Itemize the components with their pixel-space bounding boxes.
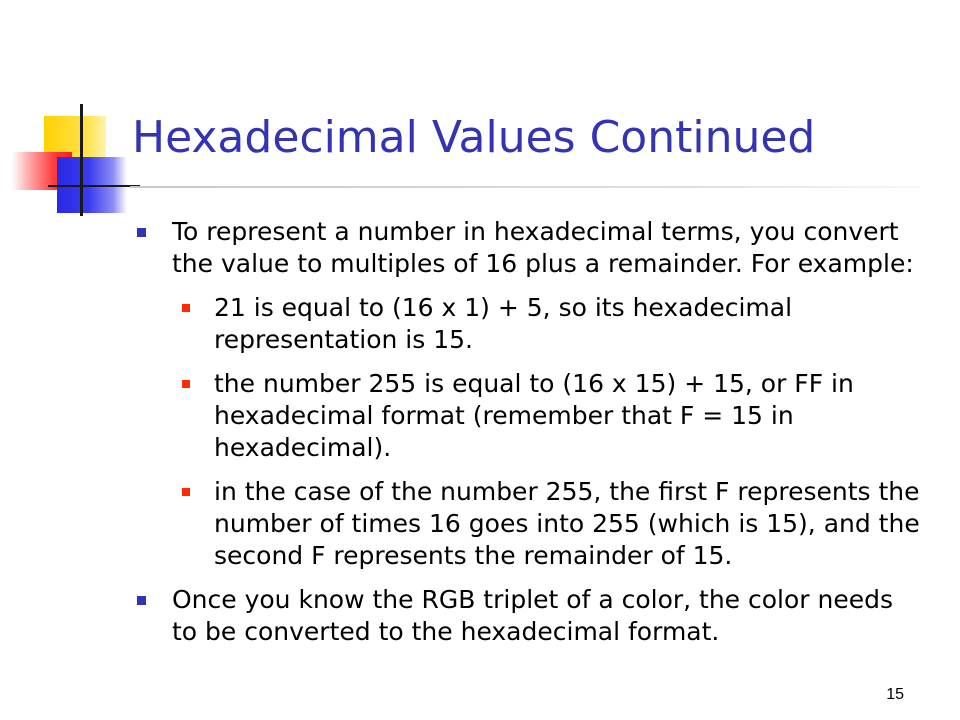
horizontal-line-decoration	[48, 185, 140, 187]
bullet-text: Once you know the RGB triplet of a color, the color needs to be converted to the hexadecimal format.	[172, 585, 894, 646]
slide-logo-decoration	[0, 0, 140, 230]
sub-bullet-item	[132, 476, 922, 572]
sub-bullet-text: the number 255 is equal to (16 x 15) + 15, or FF in hexadecimal format (remember that F = 15 in hexadecimal).	[214, 369, 854, 462]
square-bullet-icon	[182, 304, 190, 312]
square-bullet-icon	[137, 228, 146, 237]
title-underline	[130, 186, 920, 188]
bullet-item-intro	[132, 216, 922, 280]
page-number: 15	[886, 686, 904, 703]
sub-bullet-item	[132, 368, 922, 464]
sub-bullet-item	[132, 292, 922, 356]
sub-bullet-text: 21 is equal to (16 x 1) + 5, so its hexadecimal representation is 15.	[214, 293, 793, 354]
square-bullet-icon	[182, 380, 190, 388]
vertical-line-decoration	[80, 104, 83, 216]
square-bullet-icon	[137, 596, 146, 605]
sub-bullet-text: in the case of the number 255, the first F represents the number of times 16 goes into 255 (which is 15), and the second F represents the remainder of 15.	[214, 477, 920, 570]
bullet-item-last	[132, 584, 922, 648]
slide-title: Hexadecimal Values Continued	[132, 112, 816, 163]
square-bullet-icon	[182, 488, 190, 496]
slide-body	[132, 216, 922, 660]
bullet-text: To represent a number in hexadecimal terms, you convert the value to multiples of 16 plus a remainder. For example:	[172, 217, 914, 278]
